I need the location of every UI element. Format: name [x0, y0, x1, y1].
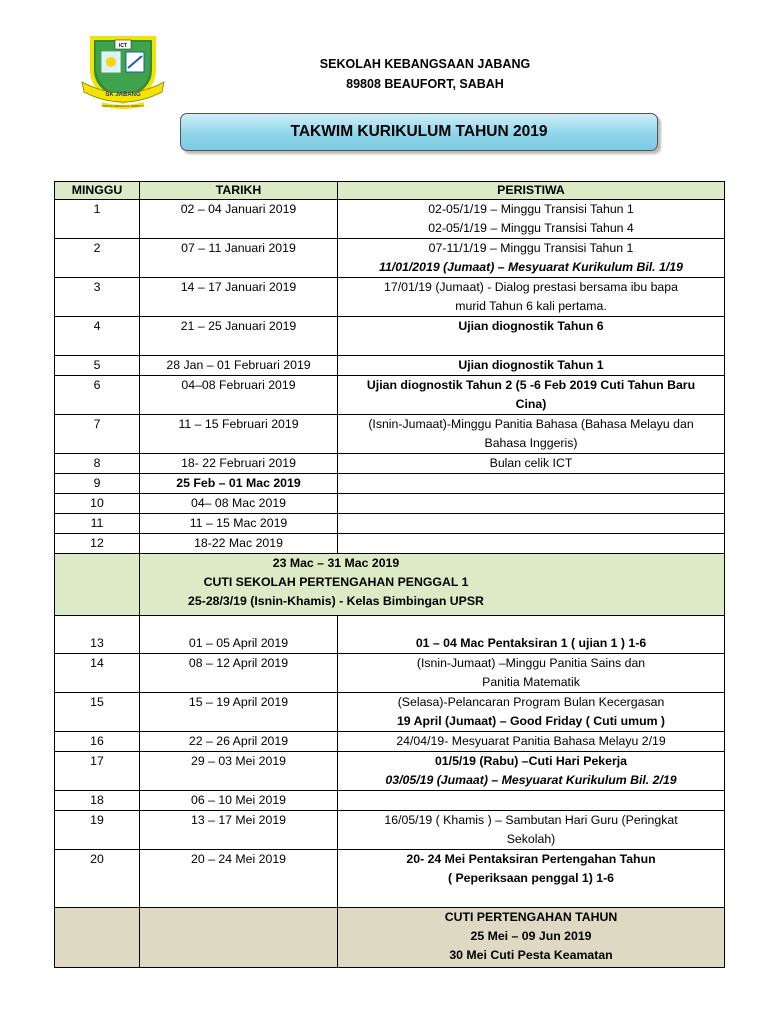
- logo-top-text: ICT: [118, 43, 128, 49]
- cell-minggu: 10: [55, 494, 140, 514]
- cell-minggu: 13: [55, 616, 140, 654]
- cell-minggu: 18: [55, 791, 140, 811]
- cell-peristiwa: [338, 616, 725, 654]
- cell-peristiwa: [338, 850, 725, 908]
- event-line: 02-05/1/19 – Minggu Transisi Tahun 4: [428, 221, 634, 235]
- cell-peristiwa: [338, 534, 725, 554]
- cell-peristiwa: [338, 752, 725, 791]
- cell-tarikh: 04– 08 Mac 2019: [140, 494, 338, 514]
- event-line: Bahasa Inggeris): [484, 436, 578, 450]
- holiday-line: 25 Mei – 09 Jun 2019: [470, 929, 592, 943]
- holiday-row: [55, 908, 725, 968]
- event-line: 20- 24 Mei Pentaksiran Pertengahan Tahun: [406, 852, 656, 866]
- table-row: [55, 514, 725, 534]
- cell-tarikh: 11 – 15 Mac 2019: [140, 514, 338, 534]
- table-row: [55, 278, 725, 317]
- cell-minggu: 8: [55, 454, 140, 474]
- school-name: SEKOLAH KEBANGSAAN JABANG: [319, 57, 531, 71]
- logo-ribbon-text: SK JABANG: [105, 92, 141, 98]
- cell-tarikh: 06 – 10 Mei 2019: [140, 791, 338, 811]
- holiday-cell: [338, 908, 725, 968]
- cell-peristiwa: [338, 654, 725, 693]
- table-header-row: [55, 182, 725, 200]
- cell-minggu: 17: [55, 752, 140, 791]
- cell-minggu: 12: [55, 534, 140, 554]
- cell-minggu: 3: [55, 278, 140, 317]
- event-line: 01 – 04 Mac Pentaksiran 1 ( ujian 1 ) 1-6: [415, 636, 647, 650]
- cell-tarikh: 25 Feb – 01 Mac 2019: [140, 474, 338, 494]
- cell-peristiwa: [338, 791, 725, 811]
- table-row: [55, 752, 725, 791]
- event-line: Bulan celik ICT: [489, 456, 573, 470]
- table-row: [55, 474, 725, 494]
- cell-minggu: 15: [55, 693, 140, 732]
- cell-tarikh: 28 Jan – 01 Februari 2019: [140, 356, 338, 376]
- cell-tarikh: 13 – 17 Mei 2019: [140, 811, 338, 850]
- event-line: 03/05/19 (Jumaat) – Mesyuarat Kurikulum Bil. 2/19: [385, 773, 677, 787]
- cell-minggu: 7: [55, 415, 140, 454]
- cell-peristiwa: [338, 376, 725, 415]
- cell-peristiwa: [338, 494, 725, 514]
- cell-peristiwa: [338, 278, 725, 317]
- holiday-cell: [140, 554, 725, 616]
- cell-tarikh: 18- 22 Februari 2019: [140, 454, 338, 474]
- table-row: [55, 494, 725, 514]
- holiday-line: CUTI PERTENGAHAN TAHUN: [444, 910, 618, 924]
- event-line: Panitia Matematik: [482, 675, 580, 689]
- holiday-empty-cell: [55, 908, 140, 968]
- event-line: Sekolah): [506, 832, 556, 846]
- header-minggu: MINGGU: [55, 182, 140, 200]
- cell-peristiwa: [338, 200, 725, 239]
- event-line: 16/05/19 ( Khamis ) – Sambutan Hari Guru (Peringkat: [384, 813, 678, 827]
- table-row: [55, 317, 725, 356]
- event-line: 17/01/19 (Jumaat) - Dialog prestasi bersama ibu bapa: [384, 280, 678, 294]
- cell-tarikh: 11 – 15 Februari 2019: [140, 415, 338, 454]
- event-line: 19 April (Jumaat) – Good Friday ( Cuti umum ): [396, 714, 666, 728]
- event-line: (Selasa)-Pelancaran Program Bulan Kecergasan: [397, 695, 665, 709]
- cell-peristiwa: [338, 693, 725, 732]
- page-title: TAKWIM KURIKULUM TAHUN 2019: [290, 123, 548, 140]
- cell-peristiwa: [338, 474, 725, 494]
- holiday-empty-cell: [140, 908, 338, 968]
- takwim-table: [54, 181, 725, 968]
- event-line: Cina): [515, 397, 547, 411]
- table-row: [55, 693, 725, 732]
- event-line: (Isnin-Jumaat)-Minggu Panitia Bahasa (Bahasa Melayu dan: [368, 417, 694, 431]
- event-line: 07-11/1/19 – Minggu Transisi Tahun 1: [428, 241, 634, 255]
- event-line: 24/04/19- Mesyuarat Panitia Bahasa Melayu 2/19: [396, 734, 666, 748]
- holiday-line: 25-28/3/19 (Isnin-Khamis) - Kelas Bimbingan UPSR: [188, 594, 484, 608]
- event-line: Ujian diognostik Tahun 2 (5 -6 Feb 2019 Cuti Tahun Baru: [366, 378, 696, 392]
- table-row: [55, 356, 725, 376]
- table-row: [55, 200, 725, 239]
- cell-peristiwa: [338, 454, 725, 474]
- cell-minggu: 1: [55, 200, 140, 239]
- event-line: 11/01/2019 (Jumaat) – Mesyuarat Kurikulum Bil. 1/19: [379, 260, 683, 274]
- table-row: [55, 850, 725, 908]
- cell-tarikh: 20 – 24 Mei 2019: [140, 850, 338, 908]
- event-line: (Isnin-Jumaat) –Minggu Panitia Sains dan: [416, 656, 646, 670]
- school-header: [250, 54, 600, 94]
- cell-minggu: 20: [55, 850, 140, 908]
- cell-peristiwa: [338, 732, 725, 752]
- cell-tarikh: 21 – 25 Januari 2019: [140, 317, 338, 356]
- cell-tarikh: 18-22 Mac 2019: [140, 534, 338, 554]
- cell-tarikh: 22 – 26 April 2019: [140, 732, 338, 752]
- table-row: [55, 654, 725, 693]
- event-line: 02-05/1/19 – Minggu Transisi Tahun 1: [428, 202, 634, 216]
- cell-peristiwa: [338, 811, 725, 850]
- event-line: Ujian diognostik Tahun 1: [458, 358, 604, 372]
- cell-tarikh: 14 – 17 Januari 2019: [140, 278, 338, 317]
- cell-minggu: 9: [55, 474, 140, 494]
- cell-tarikh: 29 – 03 Mei 2019: [140, 752, 338, 791]
- table-row: [55, 534, 725, 554]
- table-row: [55, 239, 725, 278]
- holiday-row: [55, 554, 725, 616]
- cell-minggu: 14: [55, 654, 140, 693]
- cell-minggu: 16: [55, 732, 140, 752]
- cell-tarikh: 15 – 19 April 2019: [140, 693, 338, 732]
- cell-minggu: 19: [55, 811, 140, 850]
- table-row: [55, 732, 725, 752]
- cell-tarikh: 08 – 12 April 2019: [140, 654, 338, 693]
- header-peristiwa: PERISTIWA: [338, 182, 725, 200]
- cell-peristiwa: [338, 317, 725, 356]
- event-line: ( Peperiksaan penggal 1) 1-6: [447, 871, 615, 885]
- header-tarikh: TARIKH: [140, 182, 338, 200]
- table-row: [55, 791, 725, 811]
- table-row: [55, 415, 725, 454]
- cell-minggu: 11: [55, 514, 140, 534]
- event-line: 01/5/19 (Rabu) –Cuti Hari Pekerja: [434, 754, 628, 768]
- logo-motto: BERILMU BERAKHLAK BERBAKTI: [102, 105, 144, 108]
- holiday-line: 23 Mac – 31 Mac 2019: [272, 556, 400, 570]
- cell-tarikh: 07 – 11 Januari 2019: [140, 239, 338, 278]
- cell-minggu: 5: [55, 356, 140, 376]
- cell-peristiwa: [338, 356, 725, 376]
- table-row: [55, 811, 725, 850]
- cell-peristiwa: [338, 514, 725, 534]
- table-row: [55, 454, 725, 474]
- school-address: 89808 BEAUFORT, SABAH: [346, 77, 504, 91]
- event-line: Ujian diognostik Tahun 6: [458, 319, 604, 333]
- event-line: murid Tahun 6 kali pertama.: [455, 299, 607, 313]
- cell-tarikh: 04–08 Februari 2019: [140, 376, 338, 415]
- cell-tarikh: 01 – 05 April 2019: [140, 616, 338, 654]
- holiday-line: CUTI SEKOLAH PERTENGAHAN PENGGAL 1: [203, 575, 469, 589]
- table-row: [55, 376, 725, 415]
- holiday-empty-cell: [55, 554, 140, 616]
- cell-minggu: 2: [55, 239, 140, 278]
- cell-minggu: 4: [55, 317, 140, 356]
- cell-minggu: 6: [55, 376, 140, 415]
- school-logo: [78, 30, 168, 110]
- holiday-line: 30 Mei Cuti Pesta Keamatan: [449, 948, 613, 962]
- cell-peristiwa: [338, 415, 725, 454]
- page-title-box: [180, 113, 658, 151]
- cell-peristiwa: [338, 239, 725, 278]
- cell-tarikh: 02 – 04 Januari 2019: [140, 200, 338, 239]
- table-row: [55, 616, 725, 654]
